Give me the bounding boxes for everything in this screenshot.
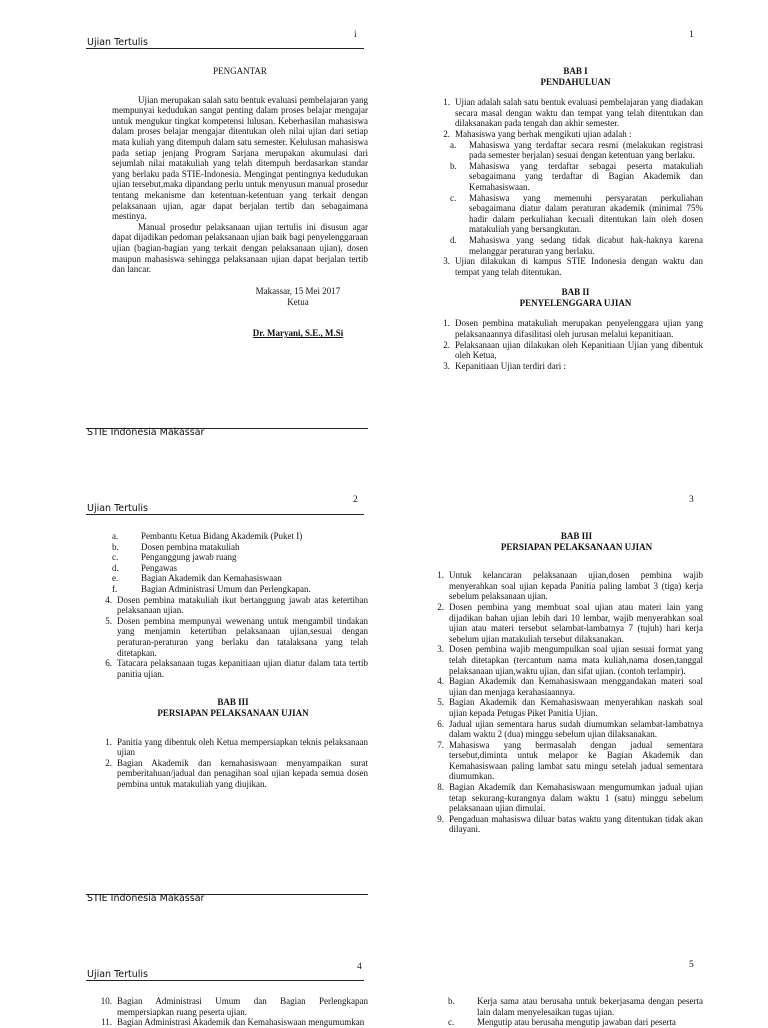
list-item: b. Dosen pembina matakuliah — [112, 541, 240, 552]
chapter-title: BAB III — [560, 531, 593, 541]
list-item: b. Kerja sama atau berusaha untuk bekerjasama dengan peserta lain dalam menyelesaikan tugas ujian. — [448, 996, 703, 1017]
page-header: Ujian Tertulis — [87, 969, 149, 980]
list-item: 1. Dosen pembina matakuliah merupakan penyelenggara ujian yang pelaksanaannya difasilitasi oleh jurusan melalui kepanitiaan. — [443, 318, 703, 340]
signer-name: Dr. Maryani, S.E., M.Si — [252, 328, 344, 339]
list-item: c. Mengutip atau berusaha mengutip jawaban dari peserta — [448, 1017, 676, 1028]
pengantar-section — [112, 66, 368, 275]
page2-list — [98, 595, 368, 680]
page4-list — [98, 996, 368, 1028]
page-number: 5 — [689, 960, 694, 970]
chapter-subtitle: PERSIAPAN PELAKSANAAN UJIAN — [157, 707, 309, 718]
list-item: 2. Mahasiswa yang berhak mengikuti ujian adalah : — [443, 128, 632, 139]
page-header: Ujian Tertulis — [87, 37, 149, 48]
list-item: 2. Bagian Akademik dan kemahasiswaan menyampaikan surat pemberitahuan/jadual dan penagihan soal ujian kepada semua dosen pembina untuk matakuliah yang diujikan. — [105, 757, 368, 789]
page3-list — [430, 570, 703, 835]
footer-rule — [86, 894, 368, 895]
list-item: 4. Dosen pembina matakuliah ikut bertanggung jawab atas ketertiban pelaksanaan ujian. — [105, 594, 368, 616]
bab1-list — [428, 97, 703, 277]
page5-list — [448, 996, 703, 1028]
list-item: 3. Dosen pembina wajib mengumpulkan soal ujian sesuai format yang telah ditetapkan (tercantum nama mata kuliah,nama dosen,tanggal pelaksanaan ujian,waktu ujian, dan sifat ujian. (contoh terlampir). — [437, 644, 703, 676]
list-item: 7. Mahasiswa yang bermasalah dengan jadual sementara tersebut,diminta untuk melapor ke Bagian Akademik dan Kemahasiswaan paling lambat satu mingu setelah jadual sementara diumumkan. — [437, 739, 703, 782]
header-rule — [86, 48, 364, 49]
list-item: 5. Bagian Akademik dan Kemahasiswaan menyerahkan naskah soal ujian kepada Petugas Piket Panitia Ujian. — [437, 697, 703, 718]
list-item: c. Mahasiswa yang memenuhi persyaratan perkuliahan sebagaimana diatur dalam peraturan akademik (minimal 75% hadir dalam perkuliahan kecuali ditentukan lain oleh dosen matakuliah yang bersangkutan. — [450, 192, 703, 235]
page2-content — [98, 531, 368, 789]
list-item: 10. Bagian Administrasi Umum dan Bagian Perlengkapan mempersiapkan ruang peserta ujian. — [100, 996, 368, 1017]
page-footer: STIE Indonesia Makassar — [87, 427, 205, 438]
chapter-title: BAB II — [561, 287, 590, 298]
list-item: 6. Jadual ujian sementara harus sudah diumumkan selambat-lambatnya dalam waktu 2 (dua) minggu sebelum ujian dilaksanakan. — [437, 718, 703, 740]
bab2-list — [428, 318, 703, 371]
bab1-section — [428, 66, 703, 371]
sublist — [428, 140, 703, 257]
list-item: 9. Pengaduan mahasiswa diluar batas waktu yang ditentukan tidak akan dilayani. — [437, 813, 703, 835]
page-number: i — [354, 30, 357, 40]
header-rule — [86, 514, 364, 515]
list-item: a. Mahasiswa yang terdaftar secara resmi (melakukan registrasi pada semester berjalan) sesuai dengan ketentuan yang berlaku. — [450, 139, 703, 161]
signature-block — [230, 286, 366, 339]
signer-role: Ketua — [287, 296, 309, 307]
chapter-title: BAB III — [217, 697, 249, 708]
page-number: 1 — [689, 30, 694, 40]
list-item: 2. Dosen pembina yang membuat soal ujian atau materi lain yang dijadikan bahan ujian lebih dari 10 lembar, wajib menyerahkan soal ujian atau materi tersebut selambat-lambatnya 7 (tujuh) hari kerja sebelum ujian matakuliah tersebut dilaksanakan. — [437, 601, 703, 644]
header-rule — [86, 980, 364, 981]
page5-content — [448, 996, 703, 1028]
list-item: b. Mahasiswa yang terdaftar sebagai peserta matakuliah sebagaimana yang terdaftar di Bagian Akademik dan Kemahasiswaan. — [450, 160, 703, 192]
paragraph: Manual prosedur pelaksanaan ujian tertulis ini disusun agar dapat dijadikan pedoman pelaksanaan ujian baik bagi penyelenggaraan ujian (bagian-bagian yang terkait dengan pelaksanaan ujian), dosen maupun mahasiswa sehingga pelaksanaan ujian dapat berjalan tertib dan lancar. — [112, 221, 368, 275]
chapter-title: BAB I — [563, 66, 588, 76]
page-title: PENGANTAR — [213, 66, 267, 76]
list-item: 11. Bagian Administrasi Akademik dan Kemahasiswaan mengumumkan — [101, 1017, 365, 1028]
kepanitiaan-list — [98, 531, 368, 595]
list-item: 1. Ujian adalah salah satu bentuk evaluasi pembelajaran yang diadakan secara masal dengan waktu dan tempat yang telah ditentukan dan dilaksanakan pada tengah dan akhir semester. — [443, 97, 703, 129]
chapter-subtitle: PERSIAPAN PELAKSANAAN UJIAN — [500, 541, 653, 552]
list-item: 5. Dosen pembina mempunyai wewenang untuk mengambil tindakan yang menjamin ketertiban pelaksanaan ujian,sesuai dengan peraturan-peraturan yang berlaku dan tatalaksana yang telah ditetapkan. — [105, 615, 368, 658]
list-item: e. Bagian Akademik dan Kemahasiswaan — [112, 573, 282, 584]
page-footer: STIE Indonesia Makassar — [87, 893, 205, 904]
page-number: 3 — [689, 495, 694, 505]
list-item: 6. Tatacara pelaksanaan tugas kepanitiaan ujian diatur dalam tata tertib panitia ujian. — [105, 658, 368, 679]
list-item: d. Mahasiswa yang sedang tidak dicabut hak-haknya karena melanggar peraturan yang berlaku. — [450, 234, 703, 256]
footer-rule — [86, 428, 368, 429]
list-item: 2. Pelaksanaan ujian dilakukan oleh Kepanitiaan Ujian yang dibentuk oleh Ketua, — [443, 339, 703, 361]
page-header: Ujian Tertulis — [87, 503, 149, 514]
list-item: f. Bagian Administrasi Umum dan Perlengkapan. — [112, 583, 311, 594]
list-item: 3. Kepanitiaan Ujian terdiri dari : — [443, 360, 566, 371]
list-item: 4. Bagian Akademik dan Kemahasiswaan menggandakan materi soal ujian dan menjaga kerahasiaannya. — [437, 676, 703, 697]
bab3-list — [98, 737, 368, 790]
page3-content — [430, 531, 703, 835]
list-item: 1. Untuk kelancaran pelaksanaan ujian,dosen pembina wajib menyerahkan soal ujian kepada Panitia paling lambat 3 (tiga) kerja sebelum pelaksanaan ujian. — [437, 570, 703, 602]
list-item: a. Pembantu Ketua Bidang Akademik (Puket I) — [112, 531, 303, 541]
list-item: d. Pengawas — [112, 562, 177, 573]
page-number: 2 — [353, 495, 358, 505]
chapter-subtitle: PENDAHULUAN — [540, 76, 611, 87]
list-item: 8. Bagian Akademik dan Kemahasiswaan mengumumkan jadual ujian tetap sekurang-kurangnya dalam waktu 1 (satu) minggu sebelum pelaksanaan ujian dimulai. — [437, 782, 703, 814]
list-item: 1. Panitia yang dibentuk oleh Ketua mempersiapkan teknis pelaksanaan ujian — [105, 736, 368, 758]
list-item: 3. Ujian dilakukan di kampus STIE Indonesia dengan waktu dan tempat yang telah ditentukan. — [443, 256, 703, 277]
paragraph: Ujian merupakan salah satu bentuk evaluasi pembelajaran yang mempunyai kedudukan sangat penting dalam proses belajar mengajar untuk mengukur tingkat kompetensi lulusan. Keberhasilan mahasiswa dalam proses belajar mengajar ditentukan oleh nilai ujian dari setiap mata kuliah yang ditempuh dalam satu semester. Kelulusan mahasiswa pada setiap jenjang Program Sarjana merupakan akumulasi dari sejumlah nilai matakuliah yang telah ditempuh berdasarkan standar yang berlaku pada STIE-Indonesia. Mengingat pentingnya kedudukan ujian tersebut,maka dipandang perlu untuk menyusun manual prosedur tentang mekanisme dan ketentuan-ketentuan yang terkait dengan pelaksanaan ujian, agar dapat berjalan tertib dan sebagaimana mestinya. — [112, 94, 368, 222]
list-item: c. Penganggung jawab ruang — [112, 552, 237, 563]
page4-content — [98, 996, 368, 1028]
chapter-subtitle: PENYELENGGARA UJIAN — [519, 297, 632, 308]
place-date: Makassar, 15 Mei 2017 — [255, 286, 341, 296]
page-number: 4 — [357, 962, 362, 972]
